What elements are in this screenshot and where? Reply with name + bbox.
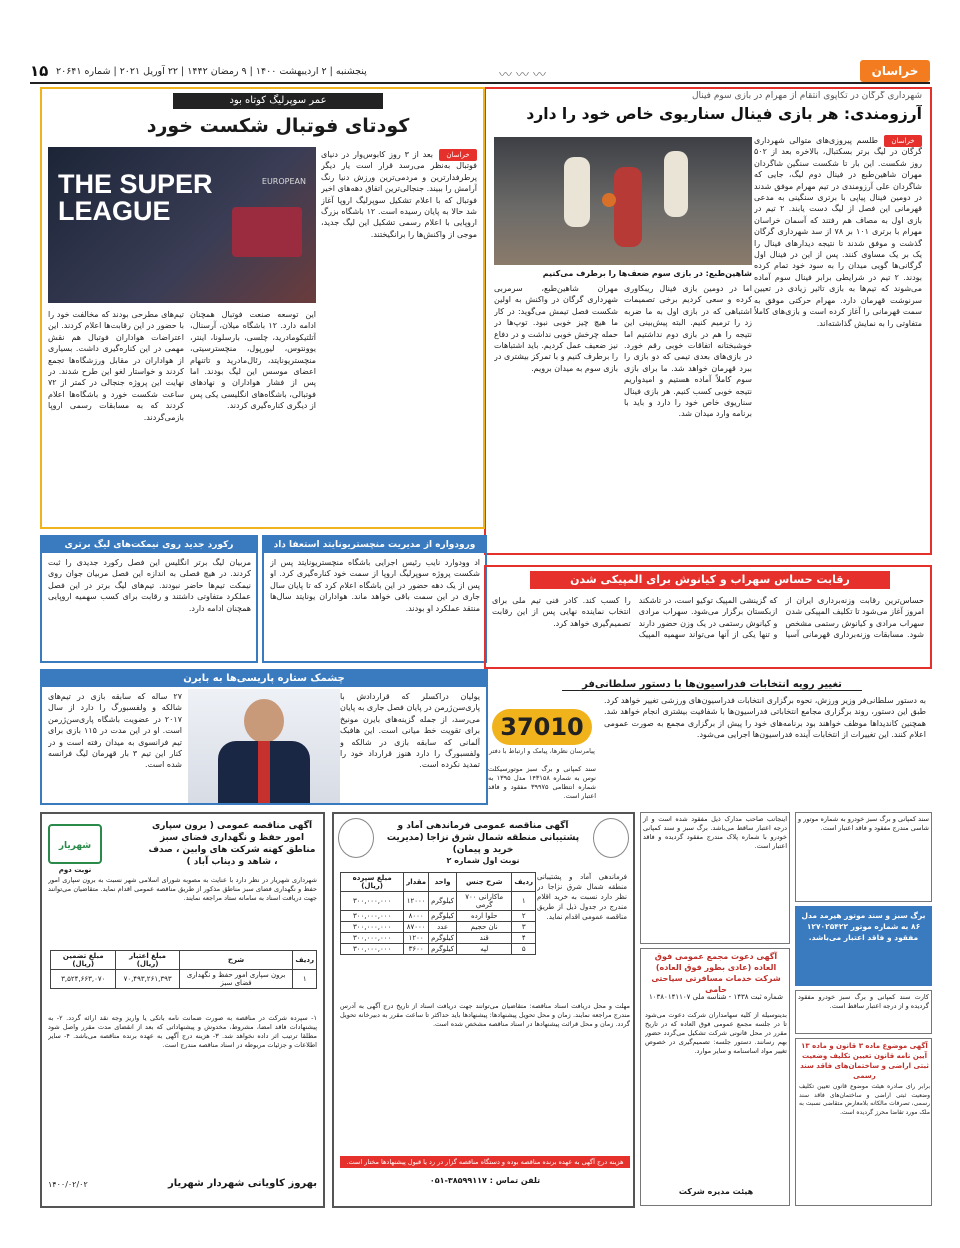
table-header: شرح جنس xyxy=(457,873,512,892)
basketball-body-right: طلسم پیروزی‌های متوالی شهرداری گرگان در لیگ برتر بسکتبال، بالاخره بعد از ۵۰۲ روز شکست. این بار تا شکست سنگین شاگردان مهران شاهین‌طبع در فینال دوم لیگ، جایی که شاگردان علی آرزومندی در تیم مهرام موفق شدند در دومین فینال پیاپی با برتری سنگینی به مدعی قهرمانی این فصل از لیگ دست یابند. ۲ تیم در بازی اول به مصاف هم رفتند که آسمان خراسان مهرام با برتری ۱۰۱ بر ۷۸ از سد شهرداری گرگان گذشت و موفق شدند تا نتیجه دیدارهای فینال را یک بر یک مساوی کنند. پس از این در فینال اول گرگانی‌ها گویی میدان را به سود خود تمام کرده بودند. ۲ تیم در شرایطی برابر فینال سوم آماده می‌شوند که تیم‌ها به بازی تاثیر زیادی در تعیین سرنوشت قهرمان دارد. مهرام حرکتی موفق به سمت قهرمانی را آغاز کرده است و بازی‌های کاملاً متفاوتی را به نمایش گذاشته‌اند. xyxy=(754,136,922,328)
ad-hami-title: آگهی دعوت مجمع عمومی فوق العاده (عادی بطور فوق العاده) شرکت خدمات مسافرتی سیاحتی حامی xyxy=(651,952,781,994)
olympic-title: رقابت حساس سهراب و کیانوش برای المپیکی شدن xyxy=(530,571,890,589)
sms-number: 37010 xyxy=(492,709,592,745)
page-number: ۱۵ xyxy=(30,62,49,80)
ad-nezaja-table xyxy=(340,872,536,955)
table-header: مبلغ اعتبار (ریال) xyxy=(116,951,179,970)
table-cell: ۳۰۰,۰۰۰,۰۰۰ xyxy=(341,922,404,933)
table-header: مبلغ سپرده (ریال) xyxy=(341,873,404,892)
table-cell: نان حجیم xyxy=(457,922,512,933)
table-cell: لپه xyxy=(457,944,512,955)
ad-shahriar-logo: شهریار xyxy=(48,824,102,864)
ad-shahriar-terms: ۱- سپرده شرکت در مناقصه به صورت ضمانت نامه بانکی یا واریز وجه نقد ارائه گردد. ۲- به پیشنهادات فاقد امضا، مشروط، مخدوش و پیشنهاداتی که بعد از انقضای مدت مقرر واصل شود مطلقا ترتیب اثر داده نخواهد شد. ۳- هزینه درج آگهی به عهده برنده مناقصه می‌باشد. ۴- سایر اطلاعات و جزئیات مربوطه در اسناد مناقصه مندرج است. xyxy=(48,1014,317,1049)
woodward-article xyxy=(262,535,487,663)
table-row xyxy=(341,922,536,933)
basketball-article xyxy=(484,87,932,555)
olympic-body: حساس‌ترین رقابت وزنه‌برداری ایران از امروز آغاز می‌شود تا تکلیف المپیکی شدن سهراب مرادی و کیانوش رستمی مشخص شود. مسابقات وزنه‌برداری قهرمانی آسیا که گزینشی المپیک توکیو است، در تاشکند ازبکستان برگزار می‌شود. سهراب مرادی و کیانوش رستمی در یک وزن حضور دارند و تنها یکی از آنها می‌تواند سهمیه المپیک را کسب کند. کادر فنی تیم ملی برای انتخاب نماینده نهایی پس از این رقابت تصمیم‌گیری خواهد کرد. xyxy=(492,596,924,640)
ad-column-right xyxy=(795,812,932,1208)
table-row xyxy=(341,944,536,955)
table-cell: ۳۰۰,۰۰۰,۰۰۰ xyxy=(341,892,404,911)
table-header: ردیف xyxy=(293,951,317,970)
superleague-image xyxy=(48,147,316,303)
superleague-article xyxy=(40,87,485,529)
superleague-title: کودتای فوتبال شکست خورد xyxy=(146,115,410,137)
table-header: مقدار xyxy=(404,873,429,892)
superleague-body-mid: این توسعه صنعت فوتبال همچنان ادامه دارد. ۱۲ باشگاه میلان، آرسنال، آتلتیکومادرید، چلسی، بارسلونا، اینتر، یوونتوس، لیورپول، منچسترسیتی، منچستریونایتد، رئال‌مادرید و تاتنهام اعضای موسس این لیگ بودند. اما پس از فشار هواداران و نهادهای فوتبالی، باشگاه‌های انگلیسی یکی پس از دیگری کناره‌گیری کردند. xyxy=(190,310,316,411)
table-header: واحد xyxy=(429,873,457,892)
woodward-title: ورودواره از مدیریت منچستریونایتد استعفا داد xyxy=(264,537,485,553)
classified-motor-sanad: سند کمپانی و برگ سبز موتورسیکلت نوس به شماره ۱۴۳۱۵۸ مدل ۱۳۹۵ به شماره انتظامی ۳۹۹۷۵ مفقود و فاقد اعتبار است. xyxy=(488,765,596,800)
draxler-photo xyxy=(188,689,340,805)
coach-record-body: مربیان لیگ برتر انگلیس این فصل رکورد جدیدی را ثبت کردند. در هیچ فصلی به اندازه این فصل مربیان جوان روی نیمکت تیم‌ها حاضر نبودند. تیم‌های لیگ برتر در این فصل عملکرد متفاوتی داشتند و رقابت برای کسب سهمیه اروپایی همچنان ادامه دارد. xyxy=(48,558,251,613)
header-ornament: 〰〰〰 xyxy=(498,68,550,83)
table-cell: حلوا ارده xyxy=(457,911,512,922)
election-body: به دستور سلطانی‌فر وزیر ورزش، نحوه برگزاری انتخابات فدراسیون‌های ورزشی تغییر خواهد کرد. طبق این دستور، روند برگزاری مجامع انتخاباتی فدراسیون‌ها با شفافیت بیشتری انجام خواهد شد. همچنین کاندیداها موظف خواهند بود برنامه‌های خود را پیش از برگزاری مجمع به صورت عمومی اعلام کنند. این تغییرات از انتخابات آینده فدراسیون‌ها اجرایی می‌شود. xyxy=(604,696,926,740)
coach-record-article xyxy=(40,535,258,663)
superleague-image-title: THE SUPER LEAGUE xyxy=(58,169,213,226)
table-cell: قند xyxy=(457,933,512,944)
sms-label: پیامرسان نظرها، پیامک و ارتباط با دفتر xyxy=(489,747,595,755)
table-row xyxy=(51,970,317,989)
table-cell: ۳ xyxy=(512,922,536,933)
ad-nezaja-emblem-right xyxy=(593,818,629,858)
table-cell: ماکارانی ۷۰۰ گرمی xyxy=(457,892,512,911)
table-cell: کیلوگرم xyxy=(429,911,457,922)
basketball-title: آرزومندی: هر بازی فینال سناریوی خاص خود را دارد xyxy=(526,105,922,123)
ad-lost-docs: اینجانب صاحب مدارک ذیل مفقود شده است و از درجه اعتبار ساقط می‌باشد. برگ سبز و سند کمپانی خودرو با شماره پلاک مندرج مفقود گردیده و فاقد اعتبار است. xyxy=(640,812,790,944)
table-cell: کیلوگرم xyxy=(429,892,457,911)
ad-nezaja-terms: مهلت و محل دریافت اسناد مناقصه: متقاضیان می‌توانند جهت دریافت اسناد از تاریخ درج آگهی به آدرس مندرج مراجعه نمایند. زمان و محل تحویل پیشنهادها: پیشنهادها باید حداکثر تا ساعت مقرر به دبیرخانه تحویل گردد. زمان و محل قرائت پیشنهادها در اسناد مناقصه مشخص شده است. xyxy=(340,1002,630,1028)
ad-nezaja-title: آگهی مناقصه عمومی فرماندهی آماد و پشتیبانی منطقه شمال شرق نزاجا (مدیریت خرید و پیمان) xyxy=(386,821,580,855)
dateline: پنجشنبه | ۲ اردیبهشت ۱۴۰۰ | ۹ رمضان ۱۴۴۲ | ۲۲ آوریل ۲۰۲۱ | شماره ۲۰۶۴۱ xyxy=(56,66,367,77)
basketball-body-mid: مهران شاهین‌طبع، سرمربی شهرداری گرگان در واکنش به اولین شکست فصل تیمش می‌گوید: در کار ما هیچ چیز خوبی نبود. توپ‌ها در حمله چرخش خوبی نداشت و در دفاع نیز ضعیف عمل کردیم. باید اشتباهات را برطرف کنیم و با تمرکز بیشتری در بازی سوم به میدان برویم. xyxy=(494,284,618,373)
olympic-article xyxy=(484,565,932,669)
table-cell: ۳۰۰,۰۰۰,۰۰۰ xyxy=(341,944,404,955)
superleague-tag: خراسان xyxy=(439,149,477,161)
page-header xyxy=(30,60,930,84)
table-cell: ۳۰۰,۰۰۰,۰۰۰ xyxy=(341,933,404,944)
ad-column-mid xyxy=(640,812,790,1208)
section-logo: خراسان xyxy=(860,60,930,82)
table-cell: ۴ xyxy=(512,933,536,944)
basketball-tag: خراسان xyxy=(884,135,922,147)
ad-shahriar-title: آگهی مناقصه عمومی ( برون سپاری امور حفظ و نگهداری فضای سبز مناطق کهنه شرکت های وابین ، صدف ، شاهد و دیناب آباد ) xyxy=(148,821,316,867)
ad-shahriar-body: شهرداری شهریار در نظر دارد با عنایت به مصوبه شورای اسلامی شهر نسبت به برون سپاری امور حفظ و نگهداری فضای سبز مناطق مذکور از طریق مناقصه عمومی اقدام نماید. متقاضیان می‌توانند جهت دریافت اسناد به سامانه ستاد مراجعه نمایند. xyxy=(48,876,317,902)
table-header: مبلغ تضمین (ریال) xyxy=(51,951,116,970)
superleague-image-badge: EUROPEAN xyxy=(261,177,306,186)
table-cell: کیلوگرم xyxy=(429,933,457,944)
coach-record-title: رکورد جدید روی نیمکت‌های لیگ برتری xyxy=(42,537,256,553)
ad-nezaja-footer: هزینه درج آگهی به عهده برنده مناقصه بوده و دستگاه مناقصه گزار در رد یا قبول پیشنهادها مختار است. xyxy=(340,1156,630,1168)
table-cell: ۲ xyxy=(512,911,536,922)
table-row xyxy=(341,892,536,911)
table-cell: ۸۷۰۰۰ xyxy=(404,922,429,933)
ad-hirmand: برگ سبز و سند موتور هیرمد مدل ۸۶ به شماره موتور ۱۲۷۰۲۵۴۲۲ مفقود و فاقد اعتبار می‌باشد. xyxy=(795,906,932,986)
basketball-caption: شاهین‌طبع: در بازی سوم ضعف‌ها را برطرف می‌کنیم xyxy=(542,269,752,278)
table-row xyxy=(341,933,536,944)
ad-shahriar-date: ۱۴۰۰/۰۲/۰۲ xyxy=(48,1180,88,1189)
ad-shahriar-signer: بهروز کاویانی شهردار شهریار xyxy=(167,1178,317,1189)
table-cell: ۱۲۰۰۰ xyxy=(404,892,429,911)
table-cell: برون سپاری امور حفظ و نگهداری فضای سبز xyxy=(179,970,293,989)
table-cell: ۳۰۰,۰۰۰,۰۰۰ xyxy=(341,911,404,922)
table-cell: ۸۰۰۰ xyxy=(404,911,429,922)
superleague-kicker: عمر سوپرلیگ کوتاه بود xyxy=(173,93,383,109)
draxler-body-right: یولیان دراکسلر که قراردادش با پاری‌سن‌ژرمن در پایان فصل جاری به پایان می‌رسد، از جمله گزینه‌های بایرن مونیخ برای تقویت خط میانی است. این هافبک آلمانی که سابقه بازی در شالکه و ولفسبورگ را دارد هنوز قرارداد خود را تمدید نکرده است. xyxy=(340,692,480,770)
table-header: شرح xyxy=(179,951,293,970)
ad-hami xyxy=(640,948,790,1206)
basketball-photo xyxy=(494,137,752,265)
ad-hami-sign: هیئت مدیره شرکت xyxy=(678,1187,754,1196)
basketball-kicker: شهرداری گرگان در تکاپوی انتقام از مهرام در بازی سوم فینال xyxy=(691,91,922,101)
ad-nezaja-intro: فرماندهی آماد و پشتیبانی منطقه شمال شرق نزاجا در نظر دارد نسبت به خرید اقلام مندرج در جدول ذیل از طریق مناقصه عمومی اقدام نماید. xyxy=(537,873,627,921)
ad-article3 xyxy=(795,1038,932,1206)
superleague-body-right: بعد از ۳ روز کابوس‌وار در دنیای فوتبال به‌نظر می‌رسد قرار است یار دیگر پرطرفدارترین و مردمی‌ترین ورزش دنیا رنگ آرامش را ببیند. جنجالی‌ترین اتفاق دهه‌های اخیر فوتبال که با اعلام تشکیل سوپرلیگ اروپا آغاز شد حالا به پایان رسیده است. ۱۲ باشگاه بزرگ اروپایی با اعلام رسمی تشکیل این لیگ جدید، موجی از واکنش‌ها را برانگیختند. xyxy=(321,150,477,239)
table-cell: ۱ xyxy=(512,892,536,911)
woodward-body: اد وودوارد نایب رئیس اجرایی باشگاه منچستریونایتد پس از شکست پروژه سوپرلیگ اروپا از سمت خود کناره‌گیری کرد. او پس از یک دهه حضور در این باشگاه اعلام کرد که تا پایان سال جاری در این سمت باقی خواهد ماند. هواداران یونایتد سال‌ها منتقد عملکرد او بودند. xyxy=(270,558,480,613)
superleague-body-left: تیم‌های مطرحی بودند که مخالفت خود را با حضور در این رقابت‌ها اعلام کردند. این اعتراضات هواداران فوتبال هم نقش مهمی در این کناره‌گیری داشت. بسیاری از هواداران در مقابل ورزشگاه‌ها تجمع کردند و خواستار لغو این طرح شدند. در نهایت این پروژه جنجالی در کمتر از ۷۲ ساعت شکست خورد و باشگاه‌ها اعلام کردند که به مسابقات رسمی اروپا بازمی‌گردند. xyxy=(48,310,184,422)
ad-shahriar-table xyxy=(50,950,317,989)
ad-hami-body: بدینوسیله از کلیه سهامداران شرکت دعوت می‌شود تا در جلسه مجمع عمومی فوق العاده که در تاریخ مقرر در محل قانونی شرکت تشکیل می‌گردد حضور بهم رسانند. دستور جلسه: تصمیم‌گیری در خصوص تغییر مواد اساسنامه و سایر موارد. xyxy=(645,1011,787,1055)
ad-nezaja xyxy=(332,812,635,1208)
table-cell: کیلوگرم xyxy=(429,944,457,955)
ad-nezaja-phone: تلفن تماس : ۳۸۵۹۹۱۱۷-۰۵۱ xyxy=(429,1176,541,1185)
ad-article3-title: آگهی موضوع ماده ۳ قانون و ماده ۱۳ آیین نامه قانون تعیین تکلیف وضعیت ثبتی اراضی و ساختمان‌های فاقد سند رسمی xyxy=(800,1042,929,1080)
table-cell: ۱۲۰۰ xyxy=(404,933,429,944)
election-article xyxy=(484,679,932,805)
table-cell: ۳۶۰۰ xyxy=(404,944,429,955)
draxler-article xyxy=(40,669,488,805)
ad-nezaja-sub: نوبت اول شماره ۲ xyxy=(446,856,520,865)
sms-box xyxy=(488,699,596,761)
ad-hami-sub: شماره ثبت ۱۴۳۸ - شناسه ملی ۱۰۳۸۰۱۴۱۱۰۷ xyxy=(649,993,783,1001)
table-cell: ۵ xyxy=(512,944,536,955)
ad-motor-lost: سند کمپانی و برگ سبز خودرو به شماره موتور و شاسی مندرج مفقود و فاقد اعتبار است. xyxy=(795,812,932,902)
draxler-title: چشمک ستاره پاریسی‌ها به بایرن xyxy=(42,671,486,687)
election-title: تغییر رویه انتخابات فدراسیون‌ها با دستور سلطانی‌فر xyxy=(562,679,862,691)
ad-lost-card: کارت سند کمپانی و برگ سبز خودرو مفقود گردیده و از درجه اعتبار ساقط است. xyxy=(795,990,932,1034)
draxler-body-left: ۲۷ ساله که سابقه بازی در تیم‌های شالکه و ولفسبورگ را دارد از سال ۲۰۱۷ در عضویت باشگاه پاری‌سن‌ژرمن است. او در این مدت در ۱۱۵ بازی برای تیم فرانسوی به میدان رفته است و در کنار این تیم ۳ بار قهرمان لیگ فرانسه شده است. xyxy=(48,692,182,770)
table-header: ردیف xyxy=(512,873,536,892)
ad-shahriar-badge: نوبت دوم xyxy=(58,866,92,874)
table-cell: ۱ xyxy=(293,970,317,989)
table-cell: عدد xyxy=(429,922,457,933)
ad-article3-body: برابر رای صادره هیئت موضوع قانون تعیین تکلیف وضعیت ثبتی اراضی و ساختمان‌های فاقد سند رسمی، تصرفات مالکانه بلامعارض متقاضی نسبت به ملک مورد تقاضا محرز گردیده است. xyxy=(799,1083,930,1116)
table-cell: ۷۰,۴۹۳,۲۶۱,۳۹۳ xyxy=(116,970,179,989)
ad-shahriar xyxy=(40,812,325,1208)
ad-nezaja-emblem xyxy=(338,818,374,858)
table-row xyxy=(341,911,536,922)
basketball-body-left: اما در دومین بازی فینال ریبکاوری کرده و سعی کردیم برخی تصمیمات اشتباهی که در بازی اول به ما ضربه زد را ترمیم کنیم. البته پیش‌بینی این نتیجه را هم در بازی دوم نداشتیم اما خوشبختانه اتفاقات خوبی رقم خورد. در بازی‌های بعدی تیمی که دو بازی را ببرد قهرمان خواهد شد. ما برای بازی سوم کاملاً آماده هستیم و امیدواریم نتیجه خوبی کسب کنیم. هر بازی فینال سناریوی خاص خود را دارد و باید با برنامه وارد میدان شد. xyxy=(624,284,752,419)
table-cell: ۳,۵۲۴,۶۶۳,۰۷۰ xyxy=(51,970,116,989)
